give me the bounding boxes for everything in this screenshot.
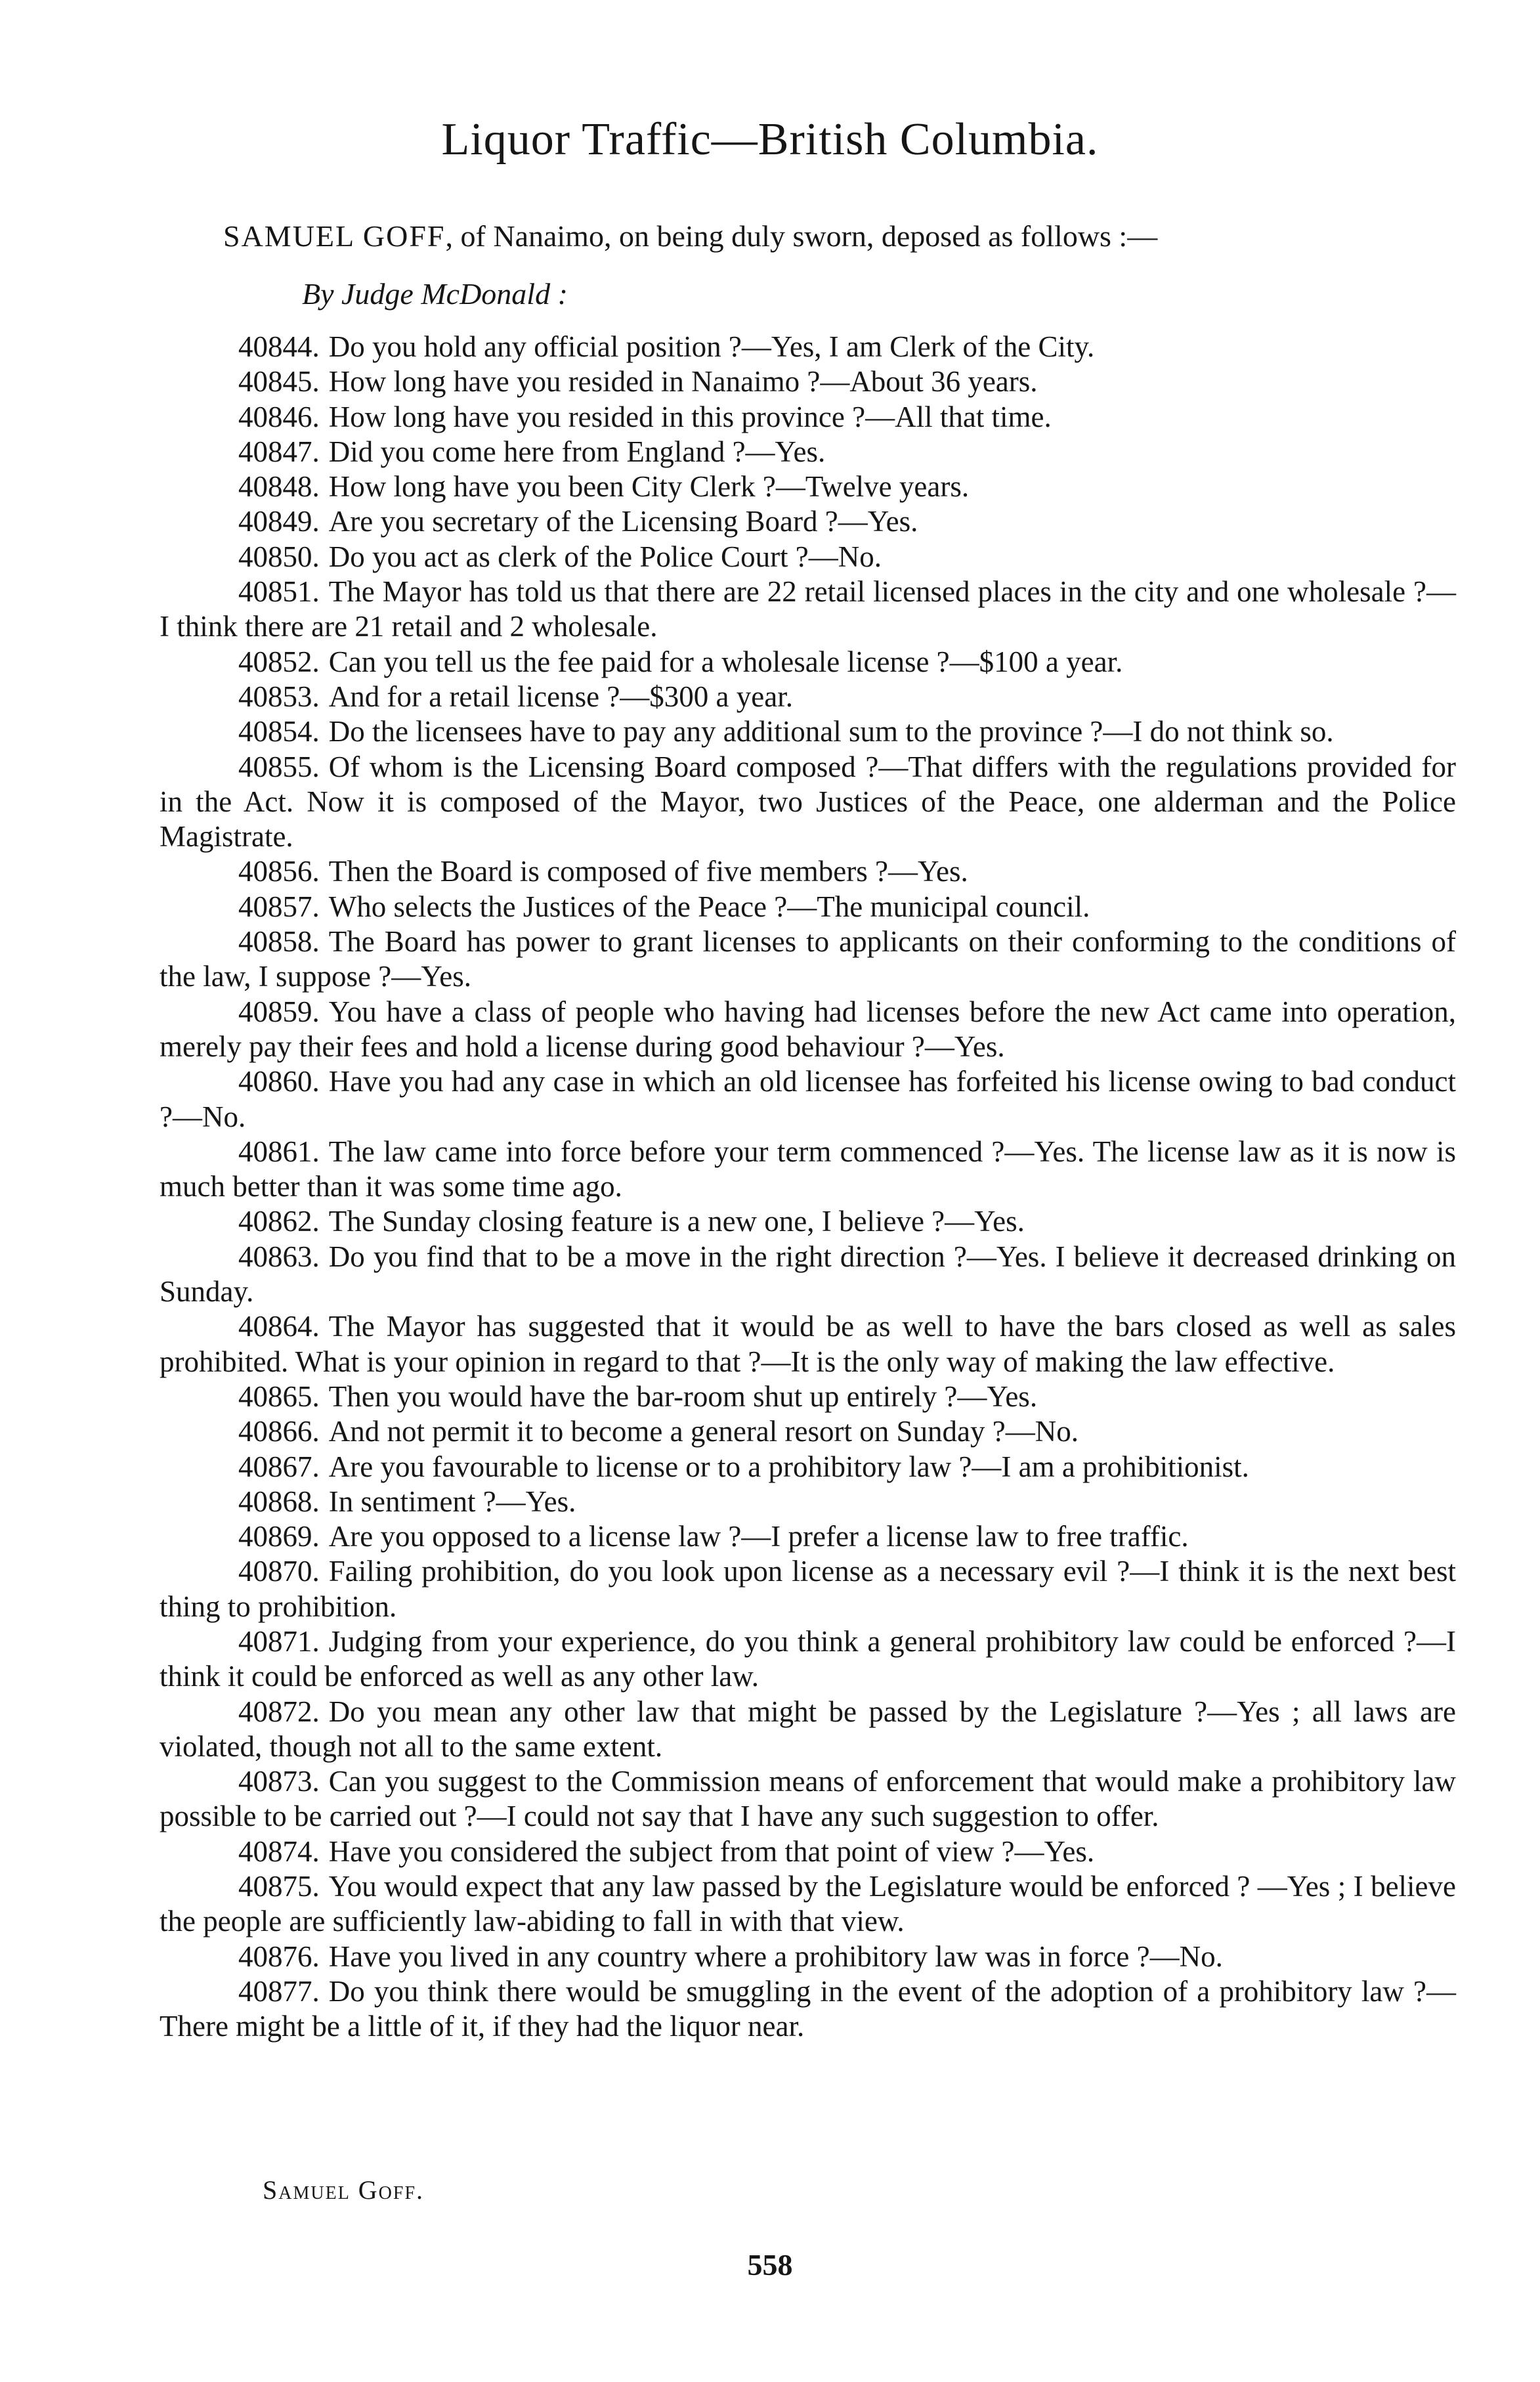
question-number: 40846. xyxy=(238,400,320,433)
question-answer xyxy=(160,1309,1456,1379)
question-number: 40854. xyxy=(238,715,320,748)
question-text: In sentiment ?—Yes. xyxy=(328,1484,576,1518)
question-answer xyxy=(160,1204,1456,1239)
question-answer xyxy=(160,330,1456,364)
question-text: Can you suggest to the Commission means of enforcement that would make a prohibitory law possible to be carried out ?—I could not say that I have any such suggestion to offer. xyxy=(160,1765,1456,1833)
question-text: Are you secretary of the Licensing Board ?—Yes. xyxy=(328,505,918,538)
question-number: 40859. xyxy=(238,995,320,1028)
question-text: Have you had any case in which an old licensee has forfeited his license owing to bad conduct ?—No. xyxy=(160,1065,1456,1133)
question-answer xyxy=(160,1414,1456,1449)
question-number: 40870. xyxy=(238,1555,320,1588)
deposition-intro xyxy=(223,217,1470,256)
question-answer xyxy=(160,1834,1456,1869)
question-number: 40876. xyxy=(238,1939,320,1973)
question-text: Do you find that to be a move in the right direction ?—Yes. I believe it decreased drinking on Sunday. xyxy=(160,1240,1456,1309)
question-number: 40853. xyxy=(238,680,320,713)
question-text: You would expect that any law passed by the Legislature would be enforced ? —Yes ; I believe the people are sufficiently law-abiding to fall in with that view. xyxy=(160,1870,1456,1938)
question-number: 40858. xyxy=(238,925,320,959)
question-answer xyxy=(160,504,1456,539)
question-number: 40848. xyxy=(238,470,320,504)
question-answer xyxy=(160,1624,1456,1695)
question-number: 40875. xyxy=(238,1870,320,1903)
question-text: Then you would have the bar-room shut up entirely ?—Yes. xyxy=(328,1379,1038,1413)
question-number: 40851. xyxy=(238,575,320,609)
question-text: Do you act as clerk of the Police Court ?—No. xyxy=(328,540,882,573)
question-number: 40864. xyxy=(238,1310,320,1343)
question-answer xyxy=(160,435,1456,469)
question-answer xyxy=(160,1974,1456,2045)
question-text: How long have you resided in Nanaimo ?—About 36 years. xyxy=(328,365,1038,399)
question-text: Who selects the Justices of the Peace ?—The municipal council. xyxy=(328,890,1090,923)
question-text: The Board has power to grant licenses to applicants on their conforming to the conditions of the law, I suppose ?—Yes. xyxy=(160,925,1456,993)
page-number: 558 xyxy=(747,2248,793,2282)
question-number: 40847. xyxy=(238,435,320,468)
question-number: 40850. xyxy=(238,540,320,573)
question-text: Failing prohibition, do you look upon license as a necessary evil ?—I think it is the next best thing to prohibition. xyxy=(160,1555,1456,1623)
question-number: 40849. xyxy=(238,505,320,538)
question-number: 40867. xyxy=(238,1450,320,1483)
question-answer xyxy=(160,1135,1456,1205)
question-text: The Mayor has suggested that it would be as well to have the bars closed as well as sales prohibited. What is your opinion in regard to that ?—It is the only way of making the law effective. xyxy=(160,1310,1456,1378)
question-number: 40869. xyxy=(238,1520,320,1553)
question-number: 40877. xyxy=(238,1974,320,2008)
question-answer xyxy=(160,680,1456,714)
question-text: Are you favourable to license or to a prohibitory law ?—I am a prohibitionist. xyxy=(328,1450,1249,1483)
question-text: How long have you resided in this province ?—All that time. xyxy=(328,400,1052,433)
question-text: Have you considered the subject from that point of view ?—Yes. xyxy=(328,1834,1095,1868)
question-answer xyxy=(160,1450,1456,1484)
question-answer xyxy=(160,854,1456,889)
question-answer xyxy=(160,1939,1456,1974)
question-text: Do you hold any official position ?—Yes, I am Clerk of the City. xyxy=(328,330,1095,363)
running-title: Liquor Traffic—British Columbia. xyxy=(441,114,1099,165)
question-answer xyxy=(160,995,1456,1065)
question-text: Of whom is the Licensing Board composed ?—That differs with the regulations provided for in the Act. Now it is composed of the Mayor, two Justices of the Peace, one alderman and the Police Magistrate. xyxy=(160,750,1456,854)
question-text: You have a class of people who having had licenses before the new Act came into operation, merely pay their fees and hold a license during good behaviour ?—Yes. xyxy=(160,995,1456,1063)
deponent-name: SAMUEL GOFF xyxy=(223,219,446,253)
question-answer xyxy=(160,924,1456,995)
question-number: 40862. xyxy=(238,1205,320,1238)
question-text: Do you mean any other law that might be passed by the Legislature ?—Yes ; all laws are violated, though not all to the same extent. xyxy=(160,1695,1456,1763)
question-number: 40873. xyxy=(238,1765,320,1798)
question-text: Judging from your experience, do you think a general prohibitory law could be enforced ?—I think it could be enforced as well as any other law. xyxy=(160,1624,1456,1693)
question-number: 40871. xyxy=(238,1624,320,1658)
question-text: Have you lived in any country where a prohibitory law was in force ?—No. xyxy=(328,1939,1223,1973)
question-text: The Sunday closing feature is a new one, I believe ?—Yes. xyxy=(328,1205,1025,1238)
question-number: 40872. xyxy=(238,1695,320,1728)
question-text: Do you think there would be smuggling in the event of the adoption of a prohibitory law ?—There might be a little of it, if they had the liquor near. xyxy=(160,1974,1456,2043)
question-answer xyxy=(160,1064,1456,1135)
question-text: Do the licensees have to pay any additional sum to the province ?—I do not think so. xyxy=(328,715,1334,748)
question-answer xyxy=(160,469,1456,504)
testimony-body xyxy=(160,330,1456,2045)
question-number: 40861. xyxy=(238,1135,320,1168)
question-answer xyxy=(160,1764,1456,1834)
question-number: 40845. xyxy=(238,365,320,399)
deponent-signature: Samuel Goff. xyxy=(263,2175,425,2205)
question-number: 40874. xyxy=(238,1834,320,1868)
question-text: Are you opposed to a license law ?—I prefer a license law to free traffic. xyxy=(328,1520,1189,1553)
question-answer xyxy=(160,890,1456,924)
question-number: 40866. xyxy=(238,1415,320,1448)
question-text: Then the Board is composed of five members ?—Yes. xyxy=(328,855,968,888)
question-answer xyxy=(160,400,1456,435)
question-number: 40856. xyxy=(238,855,320,888)
question-answer xyxy=(160,750,1456,855)
question-text: How long have you been City Clerk ?—Twelve years. xyxy=(328,470,970,504)
question-text: Can you tell us the fee paid for a wholesale license ?—$100 a year. xyxy=(328,645,1123,678)
question-answer xyxy=(160,574,1456,645)
question-answer xyxy=(160,1695,1456,1765)
question-answer xyxy=(160,1554,1456,1624)
question-answer xyxy=(160,540,1456,574)
question-number: 40868. xyxy=(238,1484,320,1518)
question-answer xyxy=(160,364,1456,399)
examiner-heading: By Judge McDonald : xyxy=(302,277,568,311)
question-answer xyxy=(160,1484,1456,1519)
question-answer xyxy=(160,714,1456,749)
question-answer xyxy=(160,645,1456,680)
question-text: The Mayor has told us that there are 22 retail licensed places in the city and one wholesale ?—I think there are 21 retail and 2 wholesale. xyxy=(160,575,1456,643)
deposition-intro-text: , of Nanaimo, on being duly sworn, deposed as follows :— xyxy=(445,219,1158,253)
question-number: 40852. xyxy=(238,645,320,678)
question-text: The law came into force before your term commenced ?—Yes. The license law as it is now is much better than it was some time ago. xyxy=(160,1135,1456,1203)
question-text: And for a retail license ?—$300 a year. xyxy=(328,680,793,713)
question-answer xyxy=(160,1519,1456,1554)
question-number: 40857. xyxy=(238,890,320,923)
question-number: 40855. xyxy=(238,750,320,783)
question-number: 40860. xyxy=(238,1065,320,1098)
question-text: Did you come here from England ?—Yes. xyxy=(328,435,826,468)
question-answer xyxy=(160,1869,1456,1939)
question-answer xyxy=(160,1379,1456,1414)
question-text: And not permit it to become a general resort on Sunday ?—No. xyxy=(328,1415,1079,1448)
question-answer xyxy=(160,1240,1456,1310)
question-number: 40844. xyxy=(238,330,320,363)
question-number: 40865. xyxy=(238,1379,320,1413)
question-number: 40863. xyxy=(238,1240,320,1273)
